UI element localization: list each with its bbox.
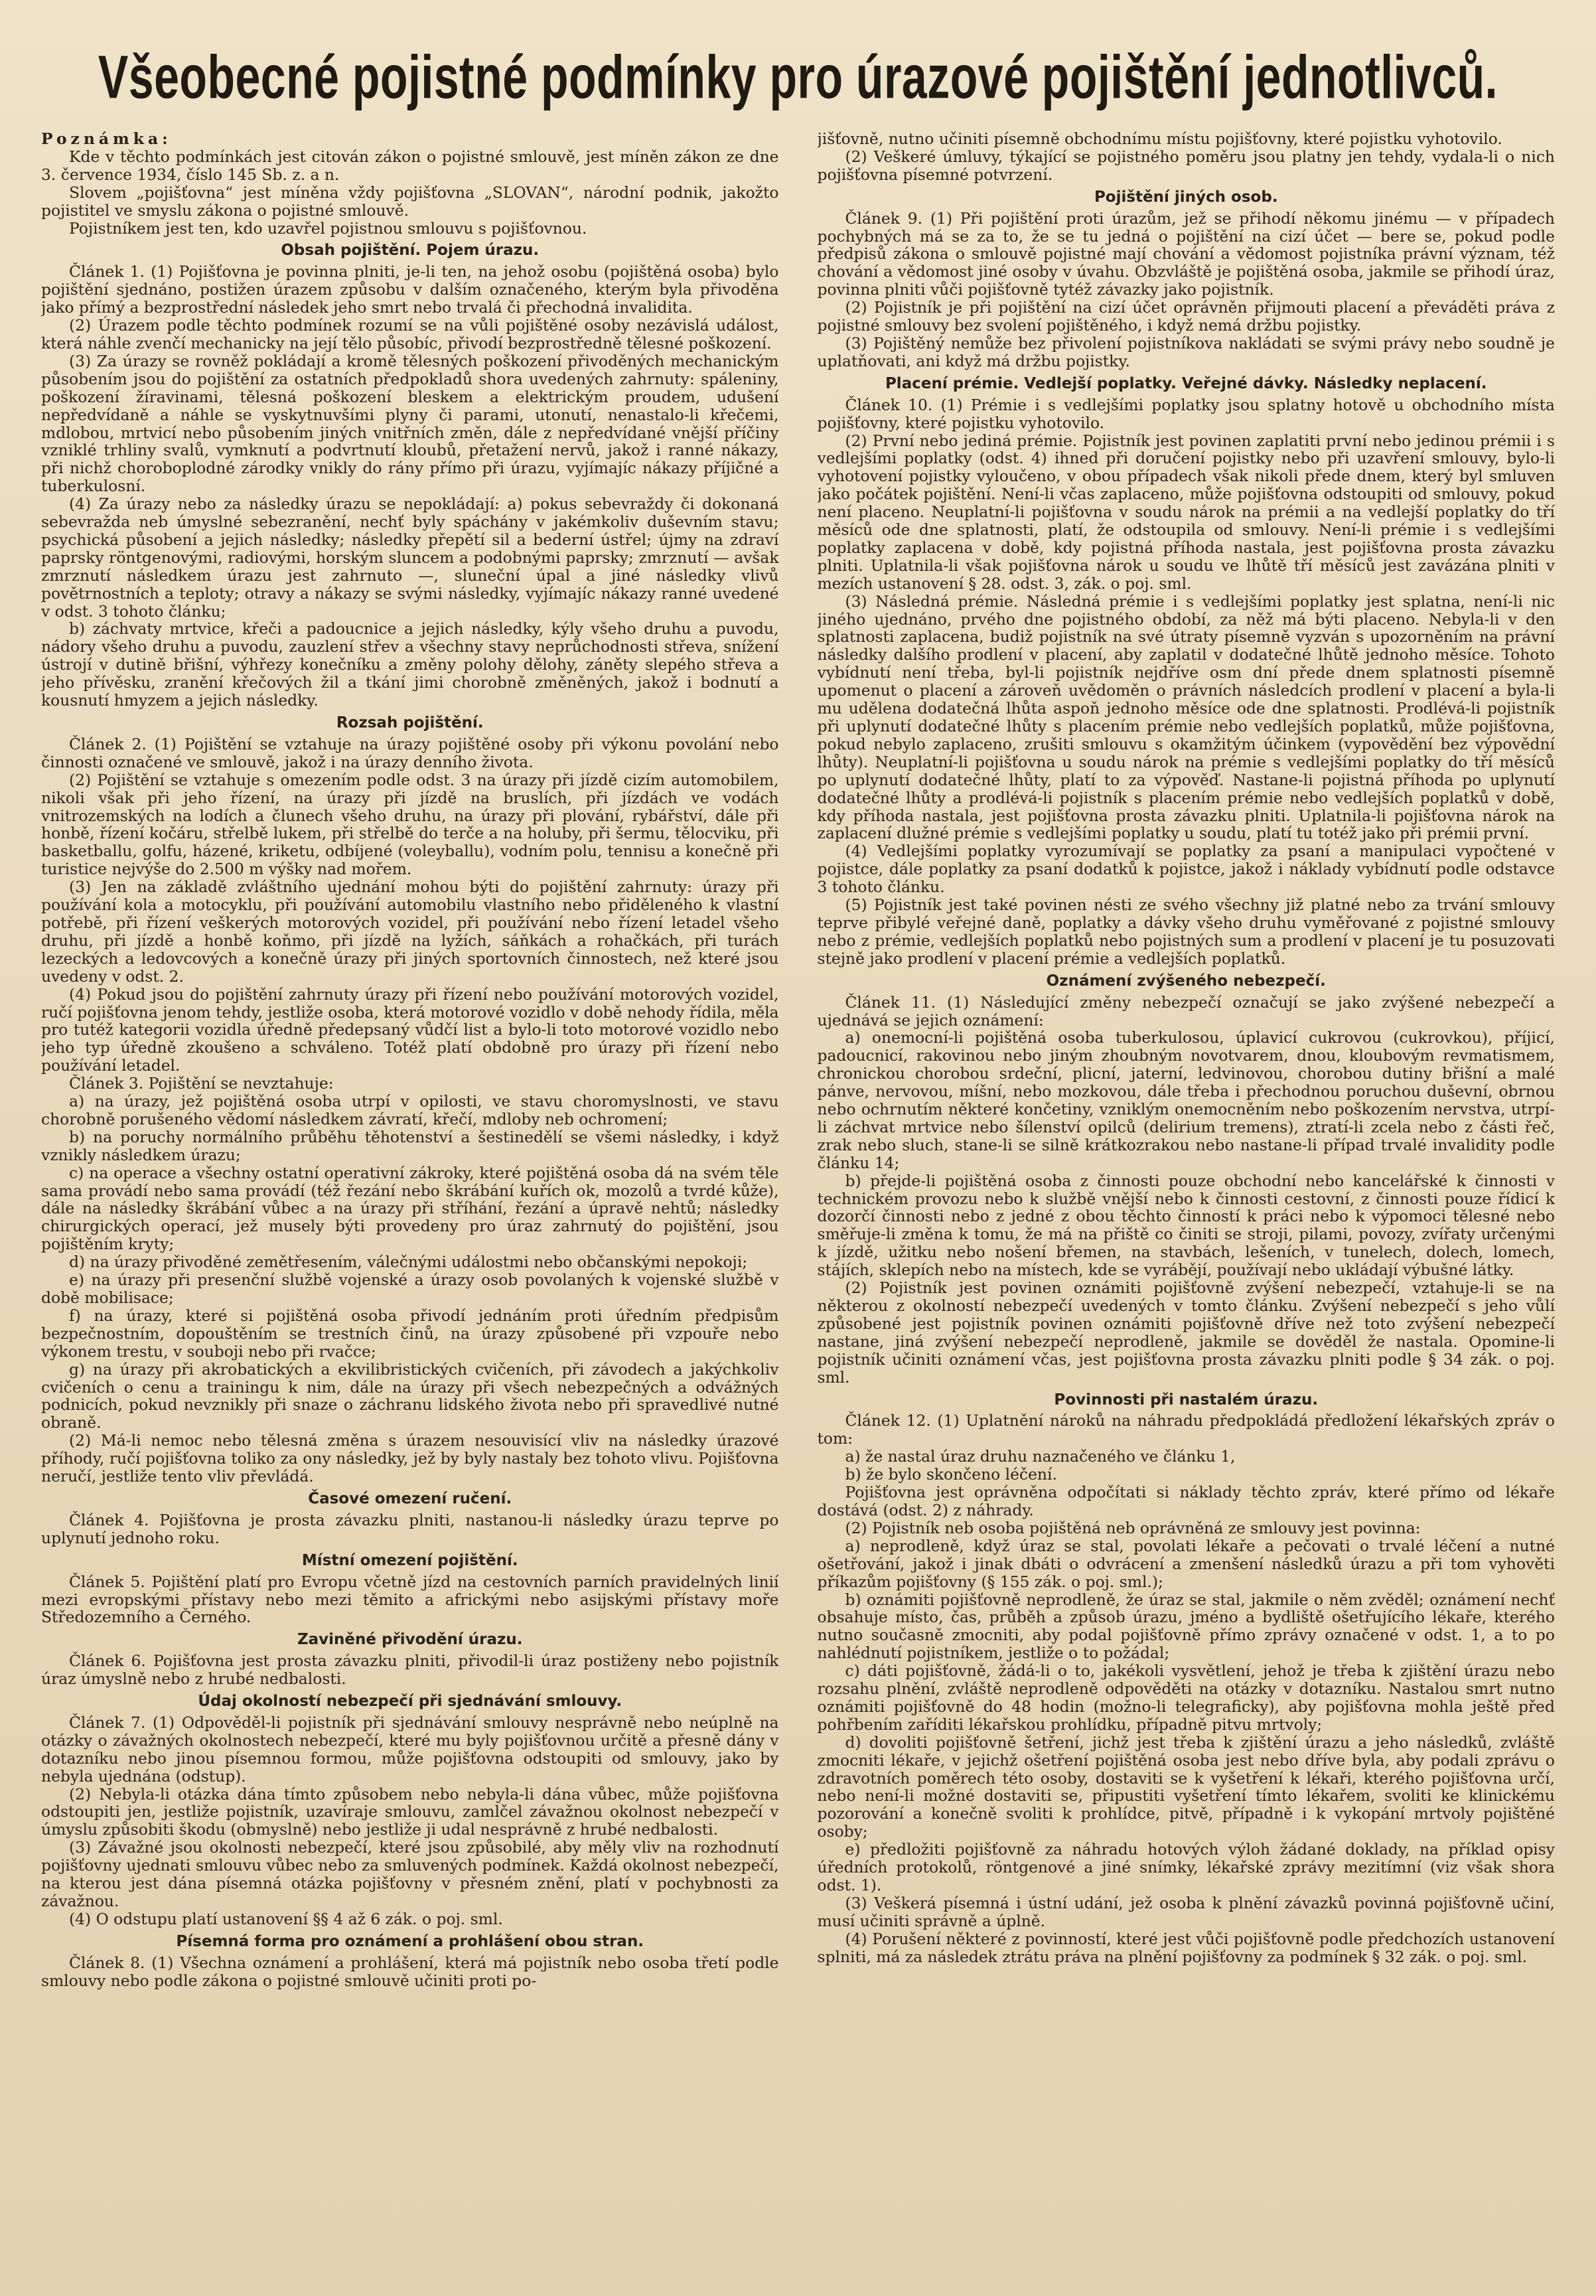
paragraph: Slovem „pojišťovna“ jest míněna vždy pojišťovna „SLOVAN“, národní podnik, jakožto pojistitel ve smyslu zákona o pojistné smlouvě. (41, 183, 779, 220)
paragraph: Kde v těchto podmínkách jest citován zákon o pojistné smlouvě, jest míněn zákon ze dne 3. července 1934, číslo 145 Sb. z. a n. (41, 147, 779, 184)
paragraph: (2) Pojistník jest povinen oznámiti pojišťovně zvýšení nebezpečí, vztahuje-li se na některou z okolností nebezpečí uvedených v tomto článku. Zvýšení nebezpečí s jeho vůlí způsobené jest pojistník povinen oznámiti pojišťovně dříve než toto zvýšení nebezpečí nastane, jiná zvýšení nebezpečí neprodleně, jakmile se dověděl že nastala. Opomine-li pojistník učiniti oznámení včas, jest pojišťovna prosta závazku plniti podle § 34 zák. o poj. sml. (817, 1278, 1555, 1387)
paragraph: (2) Nebyla-li otázka dána tímto způsobem nebo nebyla-li dána vůbec, může pojišťovna odstoupiti jen, jestliže pojistník, uzavíraje smlouvu, zamlčel závažnou okolnost nebezpečí v úmyslu způsobiti škodu (obmyslně) nebo jestliže ji udal nesprávně z hrubé nedbalosti. (41, 1784, 779, 1839)
paragraph: jišťovně, nutno učiniti písemně obchodnímu místu pojišťovny, které pojistku vyhotovilo. (817, 130, 1502, 148)
section-heading: Zaviněné přivodění úrazu. (297, 1631, 523, 1649)
document-title: Všeobecné pojistné podmínky pro úrazové pojištění jednotlivců. (98, 43, 1498, 112)
section-heading: Rozsah pojištění. (336, 714, 484, 731)
columns (41, 130, 1555, 2281)
paragraph: b) oznámiti pojišťovně neprodleně, že úraz se stal, jakmile o něm zvěděl; oznámení nechť obsahuje místo, čas, průběh a způsob úrazu, jméno a bydliště ošetřujícího lékaře, kterého nutno současně zmocniti, aby podal pojišťovně přímo zprávy označené v odst. 1, a to po nahlédnutí pojistníkem, jestliže o to požádal; (817, 1590, 1555, 1663)
note-label: Poznámka: (41, 130, 172, 148)
paragraph: a) neprodleně, když úraz se stal, povolati lékaře a pečovati o trvalé léčení a nutné ošetřování, jakož i jinak dbáti o odvrácení a zmenšení následků úrazu a při tom vyhověti příkazům pojišťovny (§ 155 zák. o poj. sml.); (817, 1536, 1555, 1591)
section-heading: Povinnosti při nastalém úrazu. (1054, 1391, 1319, 1409)
section-heading: Placení prémie. Vedlejší poplatky. Veřejné dávky. Následky neplacení. (885, 374, 1487, 392)
paragraph: d) dovoliti pojišťovně šetření, jichž jest třeba k zjištění úrazu a jeho následků, zvláště zmocniti lékaře, v jejichž ošetření pojištěná osoba jest nebo dříve byla, aby podali zprávu o zdravotních poměrech této osoby, dostaviti se k vyšetření k lékaři, kterého pojišťovna určí, nebo není-li možné dostaviti se, připustiti vyšetření tímto lékařem, svoliti ke klinickému pozorování a konečně svoliti k prohlídce, pitvě, případně i k vykopání mrtvoly pojištěné osoby; (817, 1732, 1555, 1841)
paragraph: a) onemocní-li pojištěná osoba tuberkulosou, úplavicí cukrovou (cukrovkou), příjicí, padoucnicí, rakovinou nebo jiným zhoubným novotvarem, dnou, kloubovým revmatismem, chronickou chorobou srdeční, plicní, jaterní, ledvinovou, chorobou dutiny břišní a malé pánve, nervovou, míšní, nebo mozkovou, dále třeba i přechodnou poruchou duševní, obrnou nebo ochrnutím některé končetiny, vzniklým onemocněním nebo poškozením nervstva, utrpí-li záchvat mrtvice nebo šílenství opilců (delirium tremens), ztratí-li zcela nebo z části řeč, zrak nebo sluch, stane-li se silně krátkozrakou nebo nastane-li případ trvalé invalidity podle článku 14; (817, 1028, 1555, 1172)
paragraph: Článek 1. (1) Pojišťovna je povinna plniti, je-li ten, na jehož osobu (pojištěná osoba) bylo pojištění sjednáno, postižen úrazem způsobu v dalším označeného, kterým byla přivoděna jako přímý a bezprostřední následek jeho smrt nebo trvalá či přechodná invalidita. (41, 262, 779, 317)
section-heading: Obsah pojištění. Pojem úrazu. (281, 242, 540, 260)
paragraph: (3) Následná prémie. Následná prémie i s vedlejšími poplatky jest splatna, není-li nic jiného ujednáno, prvého dne pojistného období, za něž má býti placeno. Nebyla-li v den splatnosti zaplacena, budiž pojistník na své útraty písemně vyzván s upozorněním na právní následky dalšího prodlení v placení, aby zaplatil v dodatečné lhůtě jednoho měsíce. Tohoto vybídnutí není třeba, byl-li pojistník nejdříve osm dní přede dnem splatnosti písemně upomenut o placení a zároveň uvědoměn o právních následcích prodlení v placení a byla-li mu udělena dodatečná lhůta aspoň jednoho měsíce ode dne splatnosti. Prodlévá-li pojistník při uplynutí dodatečné lhůty s placením prémie nebo vedlejších poplatků, může pojišťovna, pokud nebylo zaplaceno, zrušiti smlouvu s okamžitým účinkem (vypovědění bez výpovědní lhůty). Neuplatní-li pojišťovna u soudu nárok na prémie s vedlejšími poplatky do tří měsíců po uplynutí dodatečné lhůty, platí to za výpověď. Nastane-li pojistná příhoda po uplynutí dodatečné lhůty a prodlévá-li pojistník s placením prémie nebo vedlejších poplatků v době, kdy příhoda nastala, jest pojišťovna prosta závazku plniti. Uplatnila-li pojišťovna nárok na zaplacení dlužné prémie s vedlejšími poplatky u soudu, platí tu totéž jako při prémii první. (817, 591, 1555, 843)
paragraph: d) na úrazy přivoděné zemětřesením, válečnými událostmi nebo občanskými nepokoji; (69, 1253, 748, 1272)
paragraph: e) na úrazy při presenční službě vojenské a úrazy osob povolaných k vojenské službě v době mobilisace; (41, 1270, 779, 1307)
paragraph: Článek 2. (1) Pojištění se vztahuje na úrazy pojištěné osoby při výkonu povolání nebo činnosti označené ve smlouvě, jakož i na úrazy denního života. (41, 734, 779, 771)
paragraph: Článek 6. Pojišťovna jest prosta závazku plniti, přivodil-li úraz postiženy nebo pojistník úraz úmyslně nebo z hrubé nedbalosti. (41, 1651, 779, 1689)
section-heading: Pojištění jiných osob. (1094, 188, 1278, 206)
right-column (818, 130, 1556, 2281)
paragraph: Článek 12. (1) Uplatnění nároků na náhradu předpokládá předložení lékařských zpráv o tom: (817, 1411, 1555, 1448)
paragraph: a) na úrazy, jež pojištěná osoba utrpí v opilosti, ve stavu choromyslnosti, ve stavu chorobně porušeného vědomí následkem závratí, křečí, mdloby neb ochromení; (41, 1092, 779, 1128)
paragraph: b) na poruchy normálního průběhu těhotenství a šestinedělí se všemi následky, i když vznikly následkem úrazu; (41, 1127, 779, 1164)
paragraph: Článek 5. Pojištění platí pro Evropu včetně jízd na cestovních parních pravidelných linií mezi evropskými přístavy nebo mezi těmito a africkými nebo asijskými přístavy moře Středozemního a Černého. (41, 1572, 779, 1627)
paragraph: c) na operace a všechny ostatní operativní zákroky, které pojištěná osoba dá na svém těle sama provádí nebo sama provádí (též řezání nebo škrábání kuřích ok, mozolů a tvrdé kůže), dále na následky škrábání vůbec a na úrazy při stříhání, řezání a úpravě nehtů; následky chirurgických operací, jež musely býti provedeny pro úraz zahrnutý do pojištění, jsou pojištěním kryty; (41, 1163, 779, 1254)
paragraph: (5) Pojistník jest také povinen nésti ze svého všechny již platné nebo za trvání smlouvy teprve přibylé veřejné daně, poplatky a dávky všeho druhu vyměřované z pojistné smlouvy nebo z prémie, vedlejších poplatků nebo pojistných sum a prodlení v placení je tu posuzovati stejně jako prodlení v placení prémie a vedlejších poplatků. (817, 895, 1555, 968)
paragraph: (2) Úrazem podle těchto podmínek rozumí se na vůli pojištěné osoby nezávislá událost, která náhle zvenčí mechanicky na její tělo působíc, přivodí bezprostředně tělesné poškození. (41, 316, 779, 352)
paragraph: (2) Pojištění se vztahuje s omezením podle odst. 3 na úrazy při jízdě cizím automobilem, nikoli však při jeho řízení, na úrazy při jízdě na bruslích, při jízdách ve vodách vnitrozemských na lodích a člunech všeho druhu, na úrazy při plování, rybářství, dále při honbě, řízení kočáru, střelbě lukem, při střelbě do terče a na holuby, při šermu, tělocviku, při basketballu, golfu, házené, kriketu, odbíjené (voleyballu), vodním polu, tennisu a konečně při turistice nejvýše do 2.500 m výšky nad mořem. (41, 770, 779, 879)
paragraph: (4) Vedlejšími poplatky vyrozumívají se poplatky za psaní a manipulaci vypočtené v pojistce, dále poplatky za psaní dodatků k pojistce, jakož i náklady vybídnutí podle odstavce 3 tohoto článku. (817, 842, 1555, 897)
paragraph: (3) Jen na základě zvláštního ujednání mohou býti do pojištění zahrnuty: úrazy při používání kola a motocyklu, při používání automobilu vlastního nebo přiděleného k vlastní potřebě, při řízení veškerých motorových vozidel, při používání nebo řízení letadel všeho druhu, při jízdě a honbě koňmo, při jízdě na lyžích, sáňkách a rohačkách, při turách lezeckých a ledovcových a konečně úrazy při jiných sportovních činnostech, než které jsou uvedeny v odst. 2. (41, 878, 779, 986)
section-heading: Údaj okolností nebezpečí při sjednávání smlouvy. (198, 1693, 622, 1711)
paragraph: e) předložiti pojišťovně za náhradu hotových výloh žádané doklady, na příklad opisy úředních protokolů, röntgenové a jiné snímky, lékařské zprávy mezitímní (viz však shora odst. 1). (817, 1840, 1555, 1894)
paragraph: Článek 4. Pojišťovna je prosta závazku plniti, nastanou-li následky úrazu teprve po uplynutí jednoho roku. (41, 1510, 779, 1547)
paragraph: b) že bylo skončeno léčení. (845, 1465, 1057, 1484)
paragraph: Článek 11. (1) Následující změny nebezpečí označují se jako zvýšené nebezpečí a ujednává se jejich oznámení: (817, 992, 1555, 1030)
paragraph: a) že nastal úraz druhu naznačeného ve článku 1, (845, 1447, 1236, 1466)
paragraph: Článek 9. (1) Při pojištění proti úrazům, jež se přihodí někomu jinému — v případech pochybných má se za to, že se tu jedná o pojištění na cizí účet — bere se, pokud podle předpisů zákona o smlouvě pojistné mají chování a vědomost pojistníka právní význam, též chování a vědomost jiné osoby v úvahu. Obzvláště je pojištěná osoba, jakmile se přihodí úraz, povinna plniti vůči pojišťovně tytéž závazky jako pojistník. (817, 208, 1555, 299)
paragraph: (4) Porušení některé z povinností, které jest vůči pojišťovně podle předchozích ustanovení splniti, má za následek ztrátu práva na plnění pojišťovny za podmínek § 32 zák. o poj. sml. (817, 1929, 1555, 1966)
paragraph: Pojišťovna jest oprávněna odpočítati si náklady těchto zpráv, které přímo od lékaře dostává (odst. 2) z náhrady. (817, 1483, 1555, 1519)
section-heading: Písemná forma pro oznámení a prohlášení obou stran. (176, 1932, 644, 1950)
left-column (41, 130, 779, 2281)
section-heading: Oznámení zvýšeného nebezpečí. (1046, 972, 1326, 990)
paragraph: (2) Má-li nemoc nebo tělesná změna s úrazem nesouvisící vliv na následky úrazové příhody, ručí pojišťovna toliko za ony následky, jež by byly nastaly bez tohoto vlivu. Pojišťovna neručí, jestliže tento vliv převládá. (41, 1431, 779, 1486)
paragraph: f) na úrazy, které si pojištěná osoba přivodí jednáním proti úředním předpisům bezpečnostním, dopouštěním se trestních činů, na úrazy způsobené při vzpouře nebo výkonem trestu, v souboji nebo při rvačce; (41, 1306, 779, 1361)
paragraph: (4) O odstupu platí ustanovení §§ 4 až 6 zák. o poj. sml. (69, 1909, 503, 1928)
paragraph: Článek 10. (1) Prémie i s vedlejšími poplatky jsou splatny hotově u obchodního místa pojišťovny, které pojistku vyhotovilo. (817, 395, 1555, 432)
paragraph: (3) Za úrazy se rovněž pokládají a kromě tělesných poškození přivoděných mechanickým působením jsou do pojištění za ostatních předpokladů shora uvedených zahrnuty: spáleniny, poškození žíravinami, tělesná poškození bleskem a elektrickým proudem, udušení nepředvídaně a náhle se vyskytnuvšími plyny či parami, utonutí, nenastalo-li křečemi, mdlobou, mrtvicí nebo působením jiných vnitřních změn, dále z nepředvídané vnější příčiny vzniklé trhliny svalů, vymknutí a podvrtnutí kloubů, přetažení nervů, jakož i ranné nákazy, při nichž choroboplodné zárodky vnikly do rány přímo při úrazu, vyjímajíc nákazy příjičné a tuberkulosní. (41, 351, 779, 496)
paragraph: Pojistníkem jest ten, kdo uzavřel pojistnou smlouvu s pojišťovnou. (69, 218, 587, 238)
paragraph: (2) Veškeré úmluvy, týkající se pojistného poměru jsou platny jen tehdy, vydala-li o nich pojišťovna písemné potvrzení. (817, 147, 1555, 184)
paragraph: (3) Pojištěný nemůže bez přivolení pojistníkova nakládati se svými právy nebo soudně je uplatňovati, ani když má držbu pojistky. (817, 333, 1555, 370)
paragraph: b) záchvaty mrtvice, křeči a padoucnice a jejich následky, kýly všeho druhu a puvodu, nádory všeho druhu a puvodu, zauzlení střev a všechny stavy neprůchodnosti střeva, snížení ústrojí v dutině břišní, výhřezy konečníku a změny polohy dělohy, záněty slepého střeva a jeho přívěsku, zranění křečových žil a tkání jimi chorobně změněných, jakož i bodnutí a kousnutí hmyzem a jejich následky. (41, 619, 779, 710)
paragraph: (2) Pojistník je při pojištění na cizí účet oprávněn přijmouti placení a převáděti práva z pojistné smlouvy bez svolení pojištěného, i když nemá držbu pojistky. (817, 298, 1555, 335)
paragraph: (4) Za úrazy nebo za následky úrazu se nepokládají: a) pokus sebevraždy či dokonaná sebevražda neb úmyslné sebezranění, nechť byly spáchány v jakémkoliv duševním stavu; psychická působení a jejich následky; následky přepětí sil a bederní ústřel; újmy na zdraví paprsky röntgenovými, radiovými, horským sluncem a podobnými paprsky; zmrznutí — avšak zmrznutí následkem úrazu jest zahrnuto —, sluneční úpal a jiné následky vlivů povětrnostních a teploty; otravy a nákazy se svými následky, vyjímajíc nákazy ranné uvedené v odst. 3 tohoto článku; (41, 495, 779, 621)
section-heading: Časové omezení ručení. (308, 1490, 512, 1507)
paragraph: (2) Pojistník neb osoba pojištěná neb oprávněná ze smlouvy jest povinna: (845, 1518, 1421, 1537)
paragraph: Článek 8. (1) Všechna oznámení a prohlášení, která má pojistník nebo osoba třetí podle smlouvy nebo podle zákona o pojistné smlouvě učiniti proti po- (41, 1953, 779, 1990)
paragraph: Článek 7. (1) Odpověděl-li pojistník při sjednávání smlouvy nesprávně nebo neúplně na otázky o závažných okolnostech nebezpečí, které mu byly pojišťovnou určitě a přesně dány v dotazníku nebo jinou písemnou formou, může pojišťovna odstoupiti od smlouvy, jako by nebyla ujednána (odstup). (41, 1713, 779, 1786)
paragraph: (3) Veškerá písemná i ústní udání, jež osoba k plnění závazků povinná pojišťovně učiní, musí učiniti správně a úplně. (817, 1893, 1555, 1930)
paragraph: c) dáti pojišťovně, žádá-li o to, jakékoli vysvětlení, jehož je třeba k zjištění úrazu nebo rozsahu plnění, zvláště neprodleně odpověděti na otázky v dotazníku. Nastalou smrt nutno oznámiti pojišťovně do 48 hodin (možno-li telegraficky), aby pojišťovna mohla ještě před pohřbením zaříditi lékařskou prohlídku, případně pitvu mrtvoly; (817, 1661, 1555, 1734)
section-heading: Místní omezení pojištění. (301, 1551, 518, 1569)
paragraph: (4) Pokud jsou do pojištění zahrnuty úrazy při řízení nebo používání motorových vozidel, ručí pojišťovna jenom tehdy, jestliže osoba, která motorové vozidlo v době nehody řídila, měla pro tutéž kategorii vozidla úředně předepsaný vůdčí list a bylo-li toto motorové vozidlo nebo jeho typ úředně zkoušeno a schváleno. Totéž platí obdobně pro úrazy při řízení nebo používání letadel. (41, 984, 779, 1075)
paragraph: b) přejde-li pojištěná osoba z činnosti pouze obchodní nebo kancelářské k činnosti v technickém provozu nebo k službě vnější nebo k činnosti cestovní, z činnosti pouze řídicí k dozorčí činnosti nebo z jedné z obou těchto činností k práci nebo k výpomoci tělesné nebo směřuje-li změna k tomu, že má na přiště co činiti se stroji, pilami, povozy, zvířaty určenými k jízdě, užitku nebo nošení břemen, na stavbách, lešeních, v tunelech, dolech, lomech, stájích, sklepích nebo na místech, kde se vyrábějí, používají nebo ukládají výbušné látky. (817, 1171, 1555, 1280)
paragraph: g) na úrazy při akrobatických a ekvilibristických cvičeních, při závodech a jakýchkoliv cvičeních o cenu a trainingu k nim, dále na úrazy při všech nebezpečných a odvážných podnicích, pokud nevznikly při snaze o záchranu lidského života nebo při spravedlivé nutné obraně. (41, 1359, 779, 1432)
paragraph: Článek 3. Pojištění se nevztahuje: (69, 1074, 334, 1093)
paragraph: (2) První nebo jediná prémie. Pojistník jest povinen zaplatiti první nebo jedinou prémii i s vedlejšími poplatky (odst. 4) ihned při doručení pojistky nebo při uzavření smlouvy, bylo-li vyhotovení pojistky vyloučeno, v obou případech však nikoli přede dnem, který byl smluven jako počátek pojištění. Není-li včas zaplaceno, může pojišťovna odstoupiti od smlouvy, pokud není placeno. Neuplatní-li pojišťovna v soudu nárok na prémii a na vedlejší poplatky do tří měsíců ode dne splatnosti, platí, že odstoupila od smlouvy. Není-li prémie i s vedlejšími poplatky zaplacena v době, kdy pojistná příhoda nastala, jest pojišťovna prosta závazku plniti. Uplatnila-li však pojišťovna nárok u soudu ve lhůtě tří měsíců jest zavázána plniti v mezích ustanovení § 28. odst. 3, zák. o poj. sml. (817, 431, 1555, 593)
paragraph: (3) Závažné jsou okolnosti nebezpečí, které jsou způsobilé, aby měly vliv na rozhodnutí pojišťovny ujednati smlouvu vůbec nebo za smluvených podmínek. Každá okolnost nebezpečí, na kterou jest dána písemná otázka pojišťovny v přesném znění, platí v pochybnosti za závažnou. (41, 1838, 779, 1910)
